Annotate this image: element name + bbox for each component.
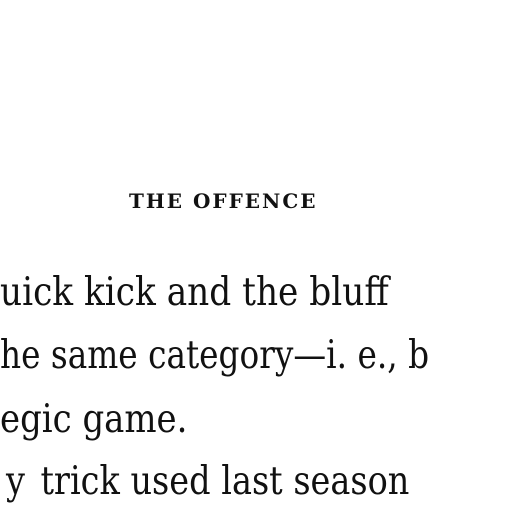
text-line-2: he same category—i. e., b (0, 333, 430, 378)
running-head: THE OFFENCE (129, 189, 318, 213)
text-line-3: egic game. (0, 397, 188, 442)
text-line-1: uick kick and the bluff (0, 270, 389, 315)
text-line-4 (6, 459, 410, 504)
text-line-4-body: trick used last season (40, 459, 410, 504)
text-line-4-lead: y (6, 459, 25, 504)
